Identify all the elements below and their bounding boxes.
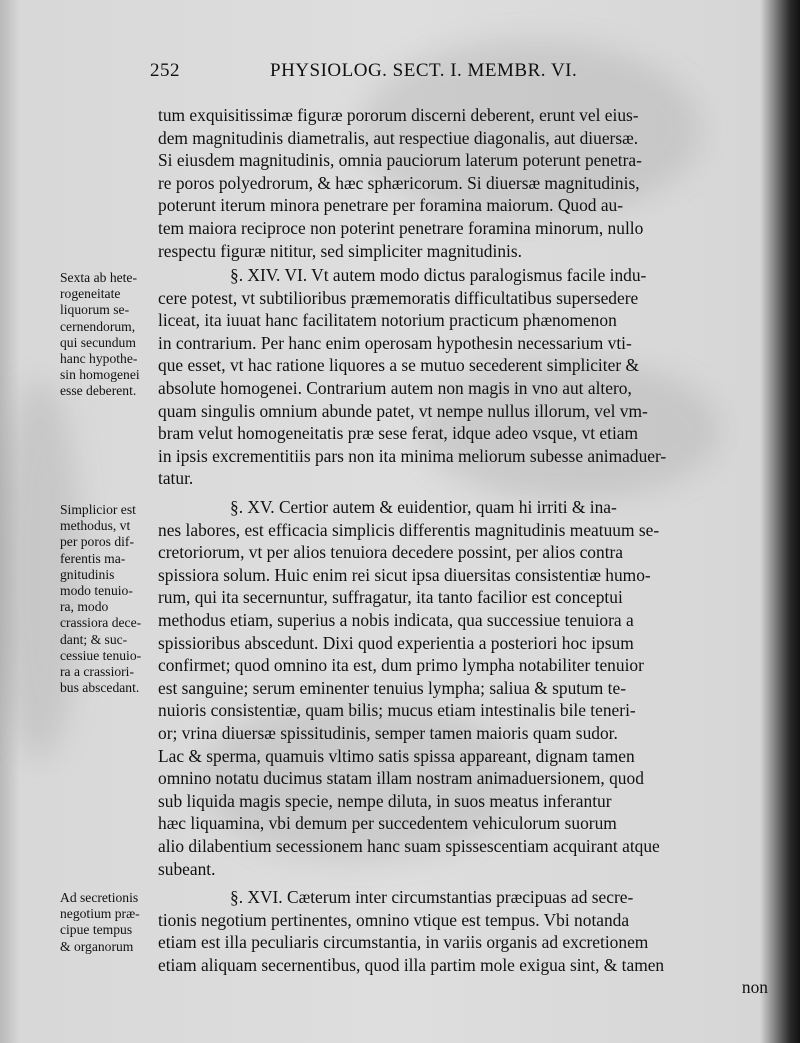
text-line: hæc liquamina, vbi demum per succedentem vehiculorum suorum	[158, 813, 617, 834]
text-line: poterunt iterum minora penetrare per foramina maiorum. Quod au-	[158, 195, 624, 216]
text-line: tum exquisitissimæ figuræ pororum discerni deberent, erunt vel eius-	[158, 105, 639, 125]
text-line: quam singulis omnium abunde patet, vt nempe nullus illorum, vel vm-	[158, 400, 648, 421]
text-line: cere potest, vt subtilioribus præmemoratis difficultatibus supersedere	[158, 287, 639, 308]
margin-note-line: cessiue tenuio-	[60, 647, 142, 663]
margin-note-line: esse deberent.	[60, 383, 137, 399]
margin-note-line: liquorum se-	[60, 302, 130, 318]
margin-note-line: methodus, vt	[60, 518, 131, 534]
margin-note-line: ra a crassiori-	[60, 663, 134, 679]
text-line: re poros polyedrorum, & hæc sphæricorum. Si diuersæ magnitudinis,	[158, 172, 640, 193]
page-number: 252	[150, 60, 180, 81]
text-line: dem magnitudinis diametralis, aut respectiue diagonalis, aut diuersæ.	[158, 127, 639, 148]
margin-note-line: ferentis ma-	[60, 550, 126, 566]
margin-note-line: modo tenuio-	[60, 582, 133, 598]
text-line: in contrarium. Per hanc enim operosam hypothesin necessarium vti-	[158, 332, 632, 353]
text-line: tionis negotium pertinentes, omnino vtique est tempus. Vbi notanda	[158, 909, 630, 930]
text-line: tem maiora reciproce non poterint penetrare foramina minorum, nullo	[158, 217, 644, 238]
margin-note-line: qui secundum	[60, 334, 136, 350]
paragraph-4	[158, 886, 768, 999]
text-line: spissioribus abscedunt. Dixi quod experientia a posteriori hoc ipsum	[158, 632, 634, 653]
margin-note-line: per poros dif-	[60, 534, 134, 550]
text-line: confirmet; quod omnino ita est, dum primo lympha notabiliter tenuior	[158, 655, 644, 676]
text-line: in ipsis excrementitiis pars non ita minima meliorum subesse animaduer-	[158, 445, 667, 466]
text-line: §. XVI. Cæterum inter circumstantias præcipuas ad secre-	[230, 887, 634, 907]
running-head: PHYSIOLOG. SECT. I. MEMBR. VI.	[270, 60, 578, 81]
margin-note-line: hanc hypothe-	[60, 350, 138, 366]
page-header	[150, 58, 770, 88]
text-line: que esset, vt hac ratione liquores a se mutuo secederent simpliciter &	[158, 355, 639, 376]
paragraph-3	[158, 496, 768, 880]
text-line: methodus etiam, superius a nobis indicata, qua successiue tenuiora a	[158, 609, 634, 630]
paragraph-1	[158, 104, 768, 262]
margin-note-line: sin homogenei	[60, 367, 140, 383]
margin-note-line: & organorum	[60, 938, 134, 954]
margin-note-line: cernendorum,	[60, 318, 136, 334]
text-line: nuioris consistentiæ, quam bilis; mucus etiam intestinalis bile teneri-	[158, 700, 636, 721]
text-line: Lac & sperma, quamuis vltimo satis spissa appareant, dignam tamen	[158, 745, 635, 766]
text-line: absolute homogenei. Contrarium autem non magis in vno aut altero,	[158, 377, 632, 398]
text-line: liceat, ita iuuat hanc facilitatem notorium practicum phænomenon	[158, 310, 617, 331]
text-line: §. XV. Certior autem & euidentior, quam hi irriti & ina-	[230, 497, 617, 517]
text-line: respectu figuræ nititur, sed simpliciter magnitudinis.	[158, 240, 522, 261]
text-line: tatur.	[158, 468, 194, 489]
margin-note-line: dant; & suc-	[60, 631, 128, 647]
text-line: omnino notatu ducimus statam illam nostram animaduersionem, quod	[158, 768, 644, 789]
catchword: non	[741, 977, 768, 998]
text-line: etiam est illa peculiaris circumstantia, in variis organis ad excretionem	[158, 932, 649, 953]
margin-note-line: cipue tempus	[60, 922, 133, 938]
margin-note-line: Ad secretionis	[60, 890, 139, 905]
text-line: spissiora solum. Huic enim rei sicut ipsa diuersitas consistentiæ humo-	[158, 564, 651, 585]
text-line: etiam aliquam secernentibus, quod illa partim mole exigua sint, & tamen	[158, 954, 665, 975]
margin-note-line: Sexta ab hete-	[60, 270, 137, 285]
margin-note-line: negotium præ-	[60, 906, 140, 922]
paragraph-2	[158, 264, 768, 490]
text-line: est sanguine; serum eminenter tenuius lympha; saliua & sputum te-	[158, 677, 627, 698]
margin-note-line: crassiora dece-	[60, 615, 142, 631]
text-line: sub liquida magis specie, nempe diluta, in suos meatus inferantur	[158, 790, 612, 811]
margin-note-3	[60, 890, 156, 955]
margin-note-line: Simplicior est	[60, 502, 136, 517]
margin-note-2	[60, 502, 156, 696]
margin-note-line: bus abscedant.	[60, 680, 140, 696]
text-line: alio dilabentium secessionem hanc suam spissescentiam acquirant atque	[158, 835, 660, 856]
text-line: or; vrina diuersæ spissitudinis, semper tamen maioris quam sudor.	[158, 722, 618, 743]
text-line: bram velut homogeneitatis præ sese ferat, idque adeo vsque, vt etiam	[158, 423, 639, 444]
margin-note-1	[60, 270, 156, 400]
text-line: cretoriorum, vt per alios tenuiora decedere possint, per alios contra	[158, 542, 624, 563]
text-line: nes labores, est efficacia simplicis differentis magnitudinis meatuum se-	[158, 519, 660, 540]
margin-note-line: gnitudinis	[60, 566, 115, 582]
text-line: subeant.	[158, 858, 216, 879]
margin-note-line: rogeneitate	[60, 286, 121, 302]
text-line: rum, qui ita secernuntur, suffragatur, ita tanto facilior est conceptui	[158, 587, 623, 608]
text-line: Si eiusdem magnitudinis, omnia pauciorum laterum poterunt penetra-	[158, 150, 642, 171]
text-line: §. XIV. VI. Vt autem modo dictus paralogismus facile indu-	[230, 265, 647, 285]
margin-note-line: ra, modo	[60, 599, 109, 615]
